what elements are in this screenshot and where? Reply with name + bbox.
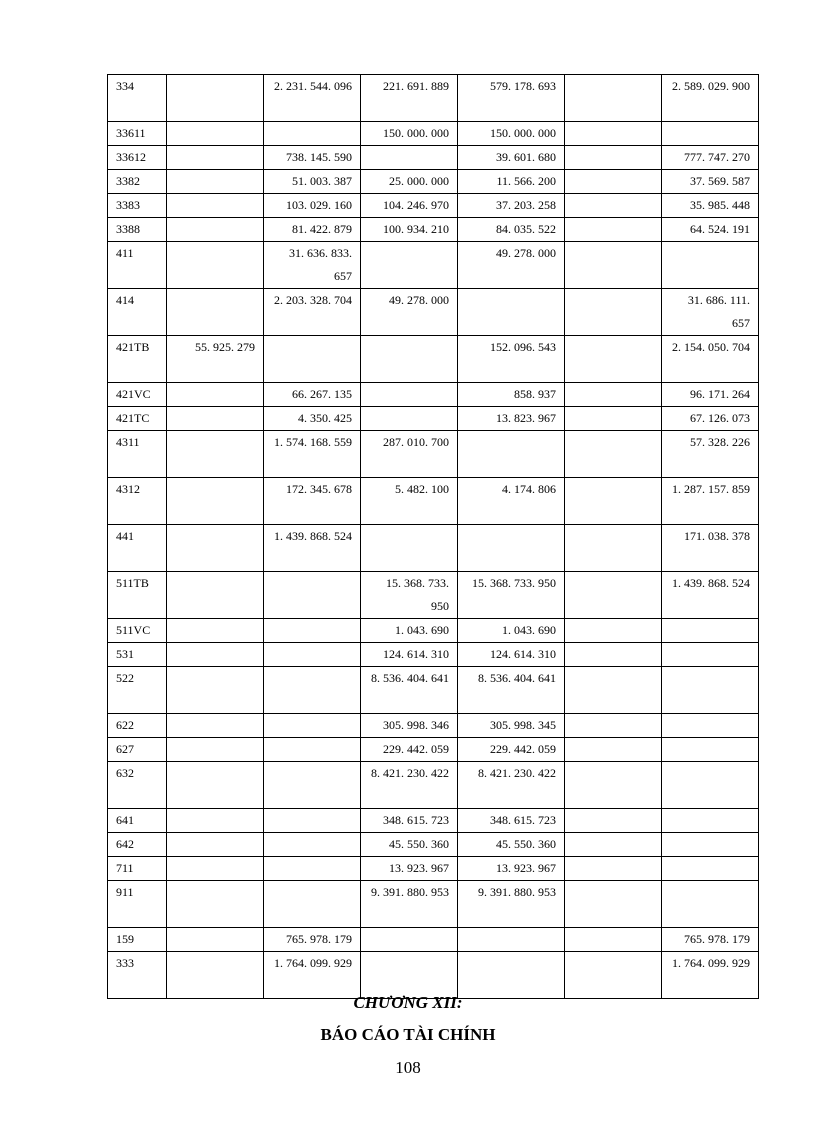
- closing-credit-cell: 765. 978. 179: [662, 928, 759, 952]
- period-credit-cell: 39. 601. 680: [458, 146, 565, 170]
- account-code-cell: 4311: [108, 431, 167, 478]
- period-credit-cell: 9. 391. 880. 953: [458, 881, 565, 928]
- account-code-cell: 642: [108, 833, 167, 857]
- closing-debit-cell: [565, 478, 662, 525]
- period-debit-cell: [361, 952, 458, 999]
- opening-credit-cell: [264, 738, 361, 762]
- closing-debit-cell: [565, 643, 662, 667]
- opening-credit-cell: 1. 574. 168. 559: [264, 431, 361, 478]
- opening-debit-cell: [167, 833, 264, 857]
- table-row: [108, 170, 759, 194]
- closing-credit-cell: 67. 126. 073: [662, 407, 759, 431]
- closing-debit-cell: [565, 122, 662, 146]
- account-code-cell: 159: [108, 928, 167, 952]
- period-credit-cell: 579. 178. 693: [458, 75, 565, 122]
- period-debit-cell: [361, 146, 458, 170]
- account-code-cell: 333: [108, 952, 167, 999]
- closing-debit-cell: [565, 289, 662, 336]
- opening-credit-cell: [264, 122, 361, 146]
- table-row: [108, 928, 759, 952]
- opening-credit-cell: [264, 857, 361, 881]
- table-row: [108, 478, 759, 525]
- account-code-cell: 511VC: [108, 619, 167, 643]
- table-row: [108, 833, 759, 857]
- table-row: [108, 383, 759, 407]
- period-debit-cell: [361, 383, 458, 407]
- closing-debit-cell: [565, 619, 662, 643]
- table-row: [108, 643, 759, 667]
- opening-credit-cell: 172. 345. 678: [264, 478, 361, 525]
- closing-credit-cell: 96. 171. 264: [662, 383, 759, 407]
- opening-credit-cell: 81. 422. 879: [264, 218, 361, 242]
- closing-debit-cell: [565, 809, 662, 833]
- closing-credit-cell: [662, 242, 759, 289]
- closing-credit-cell: [662, 881, 759, 928]
- period-debit-cell: 45. 550. 360: [361, 833, 458, 857]
- table-row: [108, 572, 759, 619]
- opening-debit-cell: [167, 667, 264, 714]
- closing-credit-cell: 1. 764. 099. 929: [662, 952, 759, 999]
- opening-credit-cell: [264, 881, 361, 928]
- account-code-cell: 3383: [108, 194, 167, 218]
- opening-debit-cell: [167, 738, 264, 762]
- closing-debit-cell: [565, 762, 662, 809]
- period-debit-cell: 8. 421. 230. 422: [361, 762, 458, 809]
- table-row: [108, 75, 759, 122]
- opening-credit-cell: 2. 203. 328. 704: [264, 289, 361, 336]
- ledger-body: [108, 75, 759, 999]
- closing-debit-cell: [565, 146, 662, 170]
- period-credit-cell: 150. 000. 000: [458, 122, 565, 146]
- closing-debit-cell: [565, 525, 662, 572]
- closing-credit-cell: [662, 857, 759, 881]
- opening-debit-cell: [167, 75, 264, 122]
- account-code-cell: 911: [108, 881, 167, 928]
- table-row: [108, 857, 759, 881]
- opening-debit-cell: [167, 170, 264, 194]
- period-debit-cell: 104. 246. 970: [361, 194, 458, 218]
- account-code-cell: 522: [108, 667, 167, 714]
- opening-credit-cell: [264, 714, 361, 738]
- closing-credit-cell: [662, 714, 759, 738]
- opening-debit-cell: [167, 762, 264, 809]
- period-credit-cell: 348. 615. 723: [458, 809, 565, 833]
- opening-debit-cell: [167, 407, 264, 431]
- table-row: [108, 336, 759, 383]
- closing-credit-cell: [662, 619, 759, 643]
- closing-debit-cell: [565, 336, 662, 383]
- period-debit-cell: [361, 928, 458, 952]
- closing-debit-cell: [565, 738, 662, 762]
- opening-credit-cell: [264, 762, 361, 809]
- period-credit-cell: 11. 566. 200: [458, 170, 565, 194]
- opening-credit-cell: 31. 636. 833. 657: [264, 242, 361, 289]
- closing-debit-cell: [565, 242, 662, 289]
- period-debit-cell: 9. 391. 880. 953: [361, 881, 458, 928]
- period-credit-cell: 152. 096. 543: [458, 336, 565, 383]
- opening-debit-cell: [167, 478, 264, 525]
- opening-debit-cell: [167, 289, 264, 336]
- opening-credit-cell: [264, 572, 361, 619]
- period-debit-cell: 124. 614. 310: [361, 643, 458, 667]
- period-debit-cell: 25. 000. 000: [361, 170, 458, 194]
- period-credit-cell: [458, 952, 565, 999]
- period-credit-cell: [458, 431, 565, 478]
- account-code-cell: 3382: [108, 170, 167, 194]
- opening-credit-cell: 103. 029. 160: [264, 194, 361, 218]
- closing-credit-cell: 2. 589. 029. 900: [662, 75, 759, 122]
- chapter-heading: CHƯƠNG XII:: [353, 993, 463, 1012]
- table-row: [108, 619, 759, 643]
- closing-debit-cell: [565, 857, 662, 881]
- period-credit-cell: 15. 368. 733. 950: [458, 572, 565, 619]
- closing-debit-cell: [565, 881, 662, 928]
- closing-credit-cell: [662, 122, 759, 146]
- opening-credit-cell: 66. 267. 135: [264, 383, 361, 407]
- period-debit-cell: [361, 525, 458, 572]
- account-code-cell: 33612: [108, 146, 167, 170]
- closing-debit-cell: [565, 407, 662, 431]
- closing-debit-cell: [565, 431, 662, 478]
- period-debit-cell: 100. 934. 210: [361, 218, 458, 242]
- opening-credit-cell: 2. 231. 544. 096: [264, 75, 361, 122]
- opening-debit-cell: [167, 952, 264, 999]
- period-debit-cell: 13. 923. 967: [361, 857, 458, 881]
- closing-debit-cell: [565, 952, 662, 999]
- closing-credit-cell: 35. 985. 448: [662, 194, 759, 218]
- table-row: [108, 762, 759, 809]
- table-row: [108, 525, 759, 572]
- closing-debit-cell: [565, 714, 662, 738]
- closing-debit-cell: [565, 667, 662, 714]
- period-credit-cell: 45. 550. 360: [458, 833, 565, 857]
- table-row: [108, 194, 759, 218]
- opening-debit-cell: [167, 242, 264, 289]
- period-credit-cell: 124. 614. 310: [458, 643, 565, 667]
- account-code-cell: 334: [108, 75, 167, 122]
- account-code-cell: 3388: [108, 218, 167, 242]
- closing-credit-cell: [662, 738, 759, 762]
- account-code-cell: 531: [108, 643, 167, 667]
- account-code-cell: 641: [108, 809, 167, 833]
- closing-credit-cell: 37. 569. 587: [662, 170, 759, 194]
- account-code-cell: 421TC: [108, 407, 167, 431]
- period-debit-cell: [361, 407, 458, 431]
- opening-debit-cell: [167, 928, 264, 952]
- closing-credit-cell: 171. 038. 378: [662, 525, 759, 572]
- table-row: [108, 667, 759, 714]
- period-credit-cell: 13. 823. 967: [458, 407, 565, 431]
- period-debit-cell: 287. 010. 700: [361, 431, 458, 478]
- account-code-cell: 414: [108, 289, 167, 336]
- account-code-cell: 421VC: [108, 383, 167, 407]
- ledger-table: [107, 74, 759, 999]
- closing-credit-cell: 2. 154. 050. 704: [662, 336, 759, 383]
- period-credit-cell: 8. 421. 230. 422: [458, 762, 565, 809]
- opening-debit-cell: [167, 809, 264, 833]
- period-credit-cell: 13. 923. 967: [458, 857, 565, 881]
- opening-debit-cell: [167, 714, 264, 738]
- period-credit-cell: 305. 998. 345: [458, 714, 565, 738]
- closing-debit-cell: [565, 928, 662, 952]
- period-credit-cell: 1. 043. 690: [458, 619, 565, 643]
- table-row: [108, 809, 759, 833]
- period-credit-cell: 84. 035. 522: [458, 218, 565, 242]
- period-credit-cell: 229. 442. 059: [458, 738, 565, 762]
- table-row: [108, 881, 759, 928]
- opening-debit-cell: [167, 525, 264, 572]
- account-code-cell: 411: [108, 242, 167, 289]
- closing-credit-cell: [662, 833, 759, 857]
- period-debit-cell: 49. 278. 000: [361, 289, 458, 336]
- account-code-cell: 4312: [108, 478, 167, 525]
- table-row: [108, 242, 759, 289]
- closing-debit-cell: [565, 218, 662, 242]
- opening-debit-cell: [167, 881, 264, 928]
- opening-credit-cell: 4. 350. 425: [264, 407, 361, 431]
- opening-debit-cell: [167, 122, 264, 146]
- account-code-cell: 711: [108, 857, 167, 881]
- period-credit-cell: [458, 928, 565, 952]
- closing-credit-cell: 57. 328. 226: [662, 431, 759, 478]
- opening-debit-cell: 55. 925. 279: [167, 336, 264, 383]
- period-credit-cell: 37. 203. 258: [458, 194, 565, 218]
- account-code-cell: 622: [108, 714, 167, 738]
- opening-debit-cell: [167, 218, 264, 242]
- period-debit-cell: 305. 998. 346: [361, 714, 458, 738]
- opening-debit-cell: [167, 383, 264, 407]
- closing-debit-cell: [565, 75, 662, 122]
- account-code-cell: 632: [108, 762, 167, 809]
- closing-debit-cell: [565, 572, 662, 619]
- table-row: [108, 431, 759, 478]
- period-debit-cell: 221. 691. 889: [361, 75, 458, 122]
- table-row: [108, 218, 759, 242]
- opening-credit-cell: 1. 439. 868. 524: [264, 525, 361, 572]
- period-debit-cell: [361, 336, 458, 383]
- table-row: [108, 289, 759, 336]
- closing-credit-cell: 777. 747. 270: [662, 146, 759, 170]
- opening-debit-cell: [167, 857, 264, 881]
- closing-debit-cell: [565, 383, 662, 407]
- period-credit-cell: 49. 278. 000: [458, 242, 565, 289]
- page-number: 108: [395, 1058, 421, 1077]
- opening-debit-cell: [167, 194, 264, 218]
- period-debit-cell: [361, 242, 458, 289]
- table-row: [108, 714, 759, 738]
- closing-credit-cell: 31. 686. 111. 657: [662, 289, 759, 336]
- opening-credit-cell: [264, 336, 361, 383]
- period-credit-cell: [458, 289, 565, 336]
- opening-credit-cell: [264, 667, 361, 714]
- opening-debit-cell: [167, 572, 264, 619]
- closing-debit-cell: [565, 170, 662, 194]
- account-code-cell: 441: [108, 525, 167, 572]
- period-debit-cell: 348. 615. 723: [361, 809, 458, 833]
- table-row: [108, 407, 759, 431]
- opening-credit-cell: [264, 809, 361, 833]
- period-debit-cell: 15. 368. 733. 950: [361, 572, 458, 619]
- report-title: BÁO CÁO TÀI CHÍNH: [320, 1025, 496, 1044]
- account-code-cell: 421TB: [108, 336, 167, 383]
- table-row: [108, 952, 759, 999]
- period-debit-cell: 150. 000. 000: [361, 122, 458, 146]
- opening-credit-cell: 765. 978. 179: [264, 928, 361, 952]
- period-debit-cell: 1. 043. 690: [361, 619, 458, 643]
- period-credit-cell: 858. 937: [458, 383, 565, 407]
- opening-debit-cell: [167, 619, 264, 643]
- table-row: [108, 122, 759, 146]
- period-credit-cell: 8. 536. 404. 641: [458, 667, 565, 714]
- period-debit-cell: 8. 536. 404. 641: [361, 667, 458, 714]
- closing-credit-cell: [662, 643, 759, 667]
- opening-credit-cell: 51. 003. 387: [264, 170, 361, 194]
- period-debit-cell: 229. 442. 059: [361, 738, 458, 762]
- opening-credit-cell: [264, 833, 361, 857]
- table-row: [108, 738, 759, 762]
- closing-credit-cell: [662, 667, 759, 714]
- period-debit-cell: 5. 482. 100: [361, 478, 458, 525]
- opening-credit-cell: 1. 764. 099. 929: [264, 952, 361, 999]
- closing-credit-cell: [662, 809, 759, 833]
- account-code-cell: 33611: [108, 122, 167, 146]
- opening-credit-cell: 738. 145. 590: [264, 146, 361, 170]
- opening-credit-cell: [264, 643, 361, 667]
- closing-credit-cell: 1. 439. 868. 524: [662, 572, 759, 619]
- opening-credit-cell: [264, 619, 361, 643]
- opening-debit-cell: [167, 643, 264, 667]
- closing-credit-cell: [662, 762, 759, 809]
- period-credit-cell: [458, 525, 565, 572]
- account-code-cell: 627: [108, 738, 167, 762]
- period-credit-cell: 4. 174. 806: [458, 478, 565, 525]
- closing-credit-cell: 1. 287. 157. 859: [662, 478, 759, 525]
- account-code-cell: 511TB: [108, 572, 167, 619]
- table-row: [108, 146, 759, 170]
- opening-debit-cell: [167, 146, 264, 170]
- closing-credit-cell: 64. 524. 191: [662, 218, 759, 242]
- closing-debit-cell: [565, 833, 662, 857]
- closing-debit-cell: [565, 194, 662, 218]
- opening-debit-cell: [167, 431, 264, 478]
